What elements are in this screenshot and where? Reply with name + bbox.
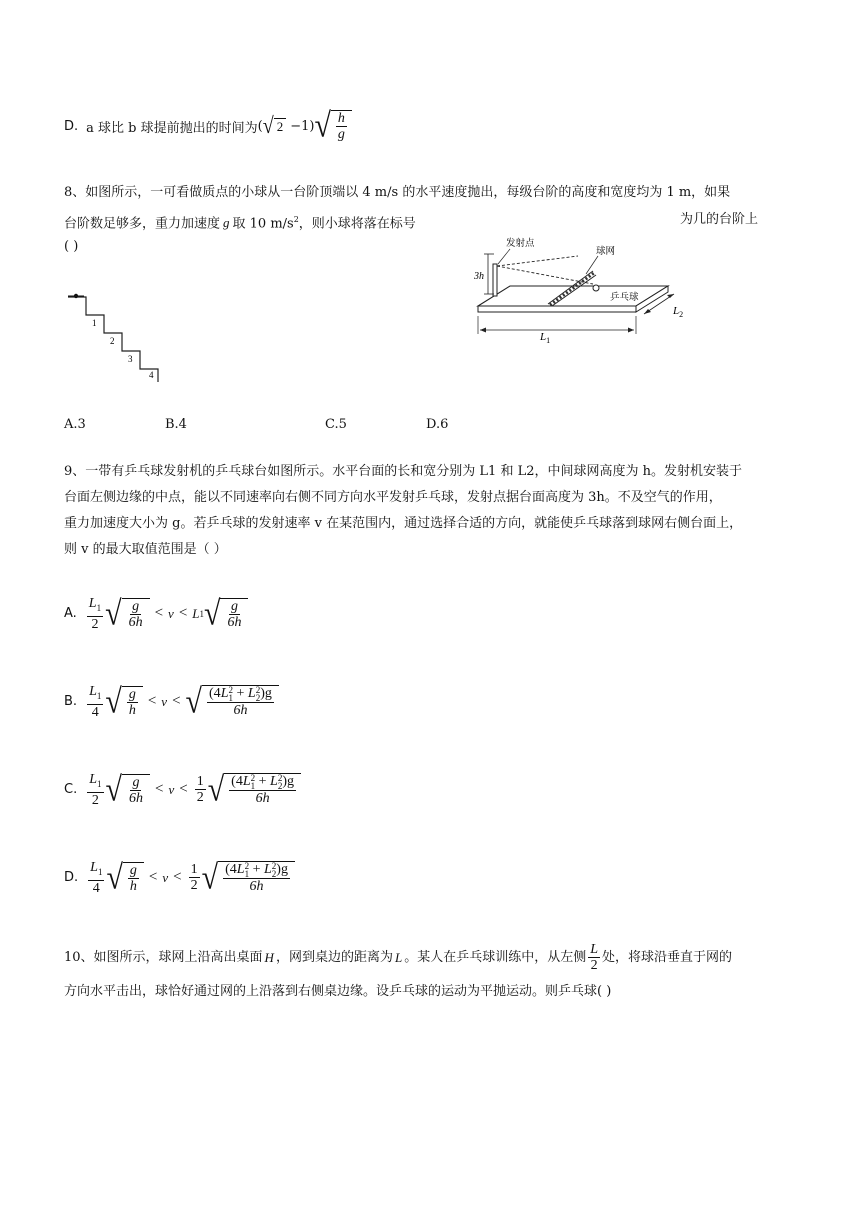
minus-one: −1)	[290, 118, 315, 134]
stair-label-4: 4	[149, 370, 154, 380]
q9-option-b: B. $\frac{L_1}{4}$ √ $\frac{g}{h}$ < v < √ (4L 2 1 + L 2 2 )g 6h	[64, 684, 279, 720]
launcher	[493, 264, 497, 296]
q10-line-2: 方向水平击出，球恰好通过网的上沿落到右侧桌边缘。设乒乓球的运动为平抛运动。则乒乓球( )	[64, 984, 612, 999]
q9-line-2: 台面左侧边缘的中点，能以不同速率向右侧不同方向水平发射乒乓球，发射点据台面高度为 3h。不及空气的作用，	[64, 490, 722, 505]
label-net: 球网	[596, 246, 616, 257]
stair-label-1: 1	[92, 318, 97, 328]
sqrt-2: √ 2	[263, 116, 286, 136]
option-text: a 球比 b 球提前抛出的时间为	[86, 120, 258, 136]
q9-line-4: 则 v 的最大取值范围是（ ）	[64, 542, 227, 557]
label-ball: 乒乓球	[610, 292, 639, 303]
q8-line-1: 8、如图所示，一可看做质点的小球从一台阶顶端以 4 m/s 的水平速度抛出，每级台阶的高度和宽度均为 1 m，如果	[64, 185, 731, 200]
q8-paren: ( )	[64, 239, 79, 254]
label-3h: 3h	[474, 271, 484, 282]
q9-option-c: C. $\frac{L_1}{2}$ √ $\frac{g}{6h}$ < v < $\frac{1}{2}$ √ (4L 2 1 + L 2 2 )g 6h	[64, 772, 301, 808]
q9-option-a: A. $\frac{L_1}{2}$ √ $\frac{g}{6h}$ < v < L 1 √ $\frac{g}{6h}$	[64, 596, 248, 632]
q8-option-b: B.4	[165, 417, 187, 432]
staircase-figure	[64, 288, 174, 384]
q9-line-3: 重力加速度大小为 g。若乒乓球的发射速率 v 在某范围内，通过选择合适的方向，就能使乒乓球落到球网右侧台面上，	[64, 516, 743, 531]
q10-line-1: 10、如图所示，球网上沿高出桌面 H ，网到桌边的距离为 L 。某人在乒乓球训练中，从左侧 $\frac{L}{2}$ 处，将球沿垂直于网的	[64, 942, 733, 973]
q8-option-a: A.3	[64, 417, 86, 432]
ping-pong-ball-icon	[593, 285, 599, 291]
q9-option-d: D. $\frac{L_1}{4}$ √ $\frac{g}{h}$ < v < $\frac{1}{2}$ √ (4L 2 1 + L 2 2 )g 6h	[64, 860, 295, 896]
table-figure	[468, 234, 700, 346]
option-label: D.	[64, 118, 79, 134]
label-L2: $L_2$	[673, 305, 684, 319]
q8-line-2: 台阶数足够多，重力加速度 g 取 10 $m/s^2$，则小球将落在标号	[64, 215, 416, 232]
paren-open: (	[257, 118, 263, 134]
q8-option-c: C.5	[325, 417, 347, 432]
label-launch-point: 发射点	[506, 238, 535, 249]
stair-label-2: 2	[110, 336, 115, 346]
label-L1: $L_1$	[540, 331, 551, 345]
q8-option-d: D.6	[426, 417, 449, 432]
sqrt-h-over-g: √ $\frac{h}{g}$	[314, 110, 351, 142]
q7-option-d	[64, 106, 352, 145]
q8-line-2-end: 为几的台阶上	[680, 212, 759, 227]
q9-line-1: 9、一带有乒乓球发射机的乒乓球台如图所示。水平台面的长和宽分别为 L1 和 L2，中间球网高度为 h。发射机安装于	[64, 464, 742, 479]
stair-label-3: 3	[128, 354, 133, 364]
